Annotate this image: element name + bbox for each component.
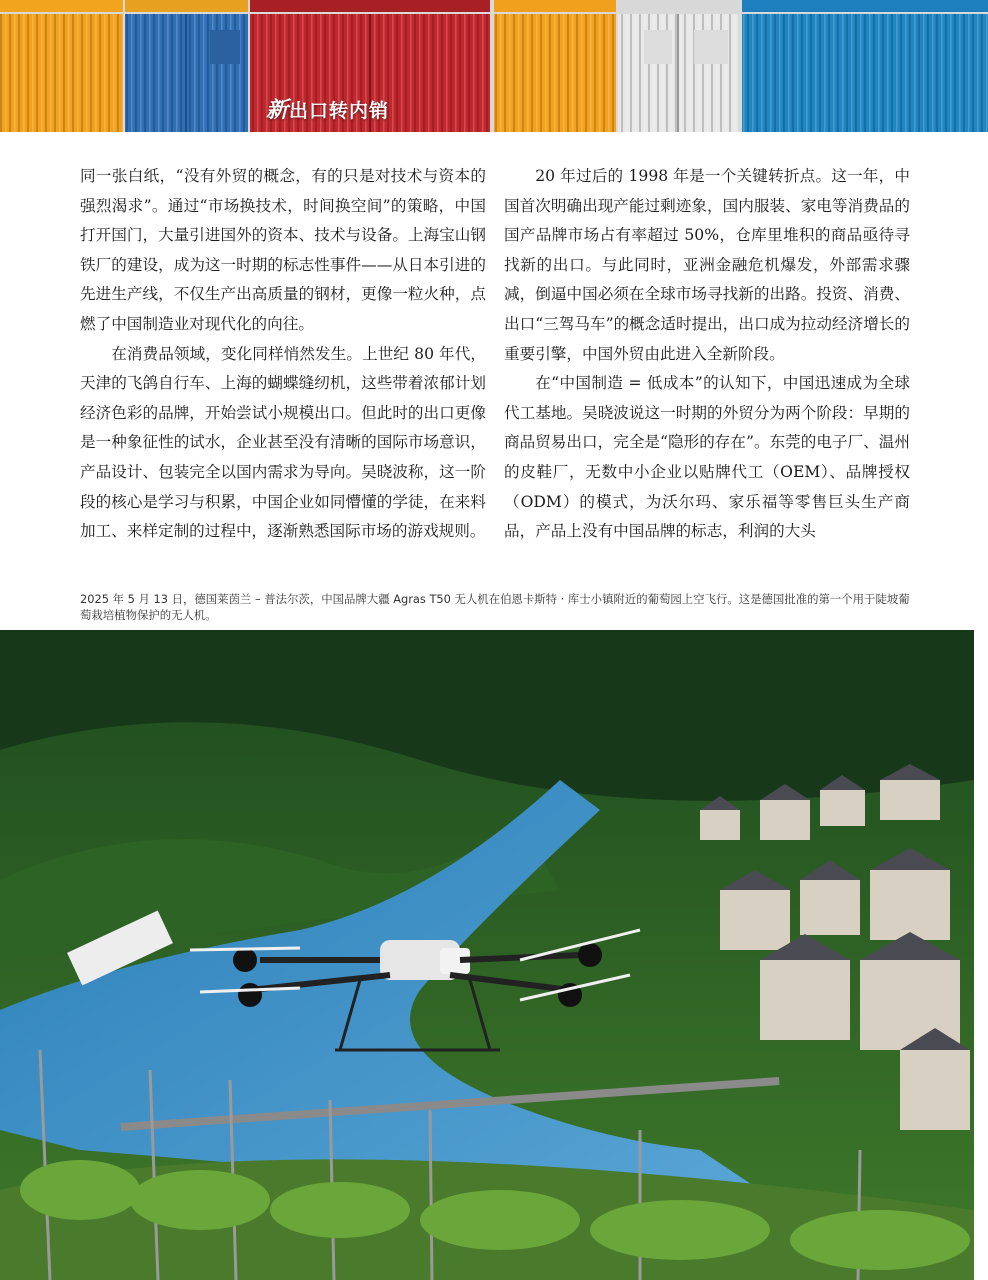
photo-caption: 2025 年 5 月 13 日，德国莱茵兰 – 普法尔茨，中国品牌大疆 Agras T50 无人机在伯恩卡斯特 · 库士小镇附近的葡萄园上空飞行。这是德国批准的第一个用于陡坡葡萄栽培植物保护的无人机。 xyxy=(80,592,910,622)
article-paragraph: 同一张白纸，“没有外贸的概念，有的只是对技术与资本的强烈渴求”。通过“市场换技术，时间换空间”的策略，中国打开国门，大量引进国外的资本、技术与设备。上海宝山钢铁厂的建设，成为这一时期的标志性事件——从日本引进的先进生产线，不仅生产出高质量的钢材，更像一粒火种，点燃了中国制造业对现代化的向往。 xyxy=(80,167,486,333)
drone-vineyard-image xyxy=(0,630,974,1280)
section-title xyxy=(266,93,389,124)
article-paragraph: 在“中国制造 = 低成本”的认知下，中国迅速成为全球代工基地。吴晓波说这一时期的外贸分为两个阶段：早期的商品贸易出口，完全是“隐形的存在”。东莞的电子厂、温州的皮鞋厂，无数中小企业以贴牌代工（OEM）、品牌授权（ODM）的模式，为沃尔玛、家乐福等零售巨头生产商品，产品上没有中国品牌的标志，利润的大头 xyxy=(504,374,910,541)
section-title-text: 出口转内销 xyxy=(289,100,390,122)
drone-photo xyxy=(0,630,974,1280)
shipping-containers-image xyxy=(0,0,988,132)
article-paragraph: 20 年过后的 1998 年是一个关键转折点。这一年，中国首次明确出现产能过剩迹象，国内服装、家电等消费品的国产品牌市场占有率超过 50%，仓库里堆积的商品亟待寻找新的出口。与此同时，亚洲金融危机爆发，外部需求骤减，倒逼中国必须在全球市场寻找新的出路。投资、消费、出口“三驾马车”的概念适时提出，出口成为拉动经济增长的重要引擎，中国外贸由此进入全新阶段。 xyxy=(504,167,910,363)
article-paragraph: 在消费品领域，变化同样悄然发生。上世纪 80 年代，天津的飞鸽自行车、上海的蝴蝶缝纫机，这些带着浓郁计划经济色彩的品牌，开始尝试小规模出口。但此时的出口更像是一种象征性的试水，企业甚至没有清晰的国际市场意识，产品设计、包装完全以国内需求为导向。吴晓波称，这一阶段的核心是学习与积累，中国企业如同懵懂的学徒，在来料加工、来样定制的过程中，逐渐熟悉国际市场的游戏规则。 xyxy=(80,344,486,541)
article-right-column xyxy=(504,162,910,547)
header-banner xyxy=(0,0,988,132)
section-title-mark: 新 xyxy=(266,97,290,123)
article-left-column xyxy=(80,162,486,547)
